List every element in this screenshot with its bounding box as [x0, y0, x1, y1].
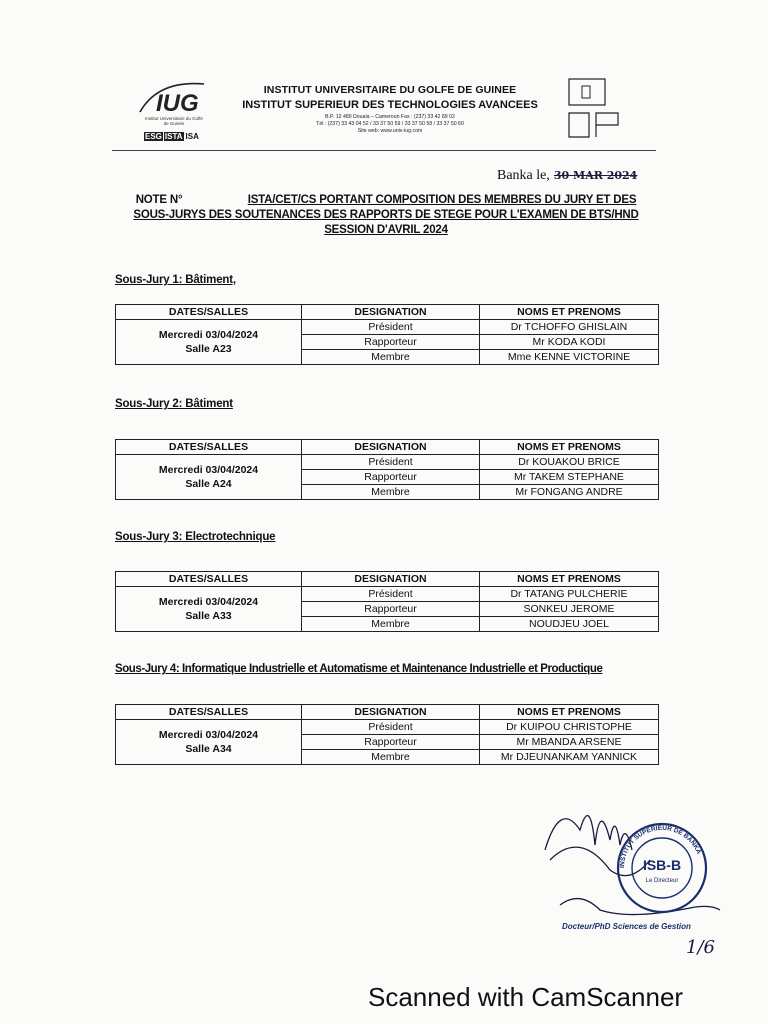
jury-heading-4: Sous-Jury 4: Informatique Industrielle et Automatisme et Maintenance Industrielle et Productique	[115, 663, 603, 675]
name-cell: Mme KENNE VICTORINE	[480, 350, 659, 365]
name-cell: Dr TATANG PULCHERIE	[480, 587, 659, 602]
name-cell: NOUDJEU JOEL	[480, 617, 659, 632]
date-room-cell	[116, 587, 302, 632]
table-header-row	[116, 305, 659, 320]
role-cell: Président	[302, 587, 480, 602]
jury-table-3	[115, 571, 659, 632]
role-cell: Président	[302, 320, 480, 335]
header-names: NOMS ET PRENOMS	[480, 305, 659, 320]
logo-tag-isa: ISA	[185, 132, 199, 141]
jury-heading-1: Sous-Jury 1: Bâtiment,	[115, 274, 236, 286]
name-cell: Mr MBANDA ARSENE	[480, 735, 659, 750]
institution-logo	[118, 78, 218, 148]
date-room-cell	[116, 320, 302, 365]
table-row	[116, 320, 659, 335]
jury-heading-3: Sous-Jury 3: Electrotechnique	[115, 531, 276, 543]
name-cell: Dr TCHOFFO GHISLAIN	[480, 320, 659, 335]
logo-tag-esg: ESG	[145, 132, 162, 141]
title-line-3: SESSION D'AVRIL 2024	[324, 224, 448, 236]
contact-info	[232, 114, 548, 135]
header-designation: DESIGNATION	[302, 572, 480, 587]
role-cell: Rapporteur	[302, 735, 480, 750]
header-divider	[112, 150, 656, 151]
contact-line-3: Site web: www.univ-iug.com	[357, 128, 423, 134]
table-header-row	[116, 572, 659, 587]
jury-date: Mercredi 03/04/2024	[158, 729, 259, 741]
header-dates: DATES/SALLES	[116, 440, 302, 455]
place-date	[497, 168, 637, 184]
date-room-cell	[116, 720, 302, 765]
role-cell: Président	[302, 455, 480, 470]
header-dates: DATES/SALLES	[116, 705, 302, 720]
table-row	[116, 587, 659, 602]
role-cell: Président	[302, 720, 480, 735]
date-room-cell	[116, 455, 302, 500]
note-number-label: NOTE N°	[135, 194, 183, 206]
title-line-2: SOUS-JURYS DES SOUTENANCES DES RAPPORTS DE STEGE POUR L'EXAMEN DE BTS/HND	[133, 209, 639, 221]
logo-tags	[144, 132, 200, 141]
jury-table-2	[115, 439, 659, 500]
contact-line-2: Tél : (237) 33 43 04 52 / 33 37 50 59 / 33 37 50 58 / 33 37 50 60	[316, 121, 464, 127]
scanner-watermark: Scanned with CamScanner	[368, 982, 684, 1012]
institution-line-2: INSTITUT SUPERIEUR DES TECHNOLOGIES AVANCEES	[242, 99, 538, 111]
role-cell: Membre	[302, 750, 480, 765]
institution-line-1: INSTITUT UNIVERSITAIRE DU GOLFE DE GUINEE	[263, 84, 517, 96]
role-cell: Rapporteur	[302, 335, 480, 350]
header-designation: DESIGNATION	[302, 705, 480, 720]
header-dates: DATES/SALLES	[116, 305, 302, 320]
jury-room: Salle A33	[185, 610, 232, 622]
name-cell: SONKEU JEROME	[480, 602, 659, 617]
stamp-sub-text: Le Directeur	[645, 878, 679, 884]
role-cell: Rapporteur	[302, 602, 480, 617]
jury-room: Salle A24	[185, 478, 232, 490]
name-cell: Mr KODA KODI	[480, 335, 659, 350]
header-names: NOMS ET PRENOMS	[480, 572, 659, 587]
official-stamp	[618, 824, 706, 912]
jury-date: Mercredi 03/04/2024	[158, 329, 259, 341]
table-row	[116, 720, 659, 735]
document-title	[112, 193, 660, 238]
jury-room: Salle A23	[185, 343, 232, 355]
name-cell: Dr KUIPOU CHRISTOPHE	[480, 720, 659, 735]
name-cell: Dr KOUAKOU BRICE	[480, 455, 659, 470]
signature-caption: Docteur/PhD Sciences de Gestion	[562, 922, 691, 931]
name-cell: Mr DJEUNANKAM YANNICK	[480, 750, 659, 765]
name-cell: Mr FONGANG ANDRE	[480, 485, 659, 500]
title-line-1-text: ISTA/CET/CS PORTANT COMPOSITION DES MEMBRES DU JURY ET DES	[247, 194, 637, 206]
logo-subtext: Institut Universitaire du Golfe de Guinée	[145, 116, 203, 126]
role-cell: Membre	[302, 617, 480, 632]
table-row	[116, 455, 659, 470]
role-cell: Membre	[302, 485, 480, 500]
role-cell: Rapporteur	[302, 470, 480, 485]
page-number: 1/6	[686, 937, 715, 958]
logo-tag-ista: ISTA	[164, 132, 183, 141]
table-header-row	[116, 440, 659, 455]
jury-date: Mercredi 03/04/2024	[158, 464, 259, 476]
header-designation: DESIGNATION	[302, 305, 480, 320]
logo-text: IUG	[156, 90, 199, 117]
handwritten-date: 30 MAR 2024	[553, 169, 638, 182]
name-cell: Mr TAKEM STEPHANE	[480, 470, 659, 485]
iug-logo-mark	[118, 78, 218, 118]
institution-header	[232, 84, 548, 135]
place-label: Banka le,	[497, 168, 550, 183]
jury-table-4	[115, 704, 659, 765]
header-names: NOMS ET PRENOMS	[480, 440, 659, 455]
header-designation: DESIGNATION	[302, 440, 480, 455]
contact-line-1: B.P. 12 489 Douala – Cameroun Fax : (237) 33 42 89 02	[325, 114, 455, 120]
jury-date: Mercredi 03/04/2024	[158, 596, 259, 608]
stamp-center-text: ISB-B	[642, 857, 682, 873]
header-names: NOMS ET PRENOMS	[480, 705, 659, 720]
stamp-ring-text: INSTITUT SUPERIEUR DE BANKA	[618, 824, 703, 869]
jury-room: Salle A34	[185, 743, 232, 755]
title-line-1	[112, 193, 660, 208]
role-cell: Membre	[302, 350, 480, 365]
header-dates: DATES/SALLES	[116, 572, 302, 587]
reference-box-icon	[566, 77, 622, 139]
table-header-row	[116, 705, 659, 720]
jury-table-1	[115, 304, 659, 365]
jury-heading-2: Sous-Jury 2: Bâtiment	[115, 398, 233, 410]
